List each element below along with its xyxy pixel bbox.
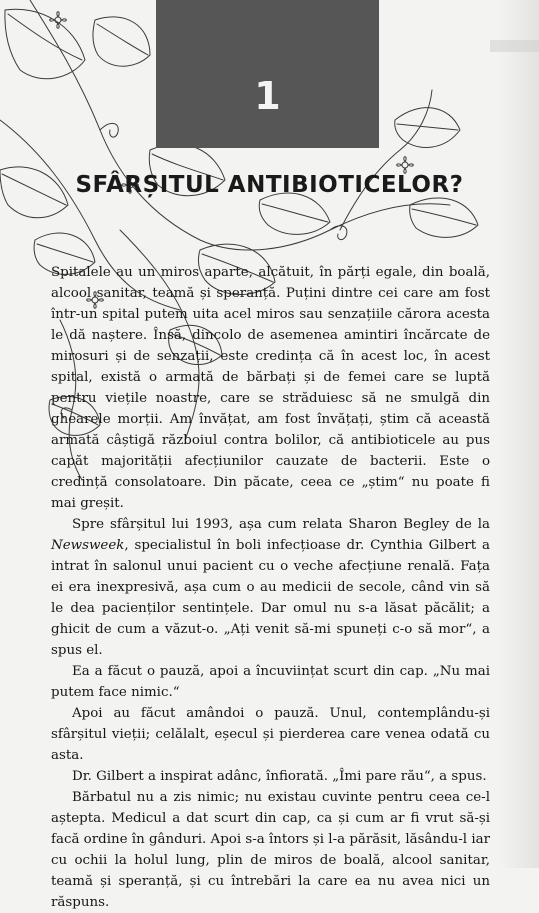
paragraph-text: , specialistul în boli infecțioase dr. Cynthia Gilbert a intrat în salonul unui pacient cu o veche afecțiune renală. Fața ei era inexpresivă, așa cum o au medicii de secole, când vin să le dea pacienților sentințele. Dar omul nu s-a lăsat păcălit; a ghicit de cum a văzut-o. „Ați venit să-mi spuneți c-o să mor“, a spus el. xyxy=(51,538,490,658)
leaf-vein xyxy=(397,124,458,130)
paragraph: Bărbatul nu a zis nimic; nu existau cuvinte pentru ceea ce-l aștepta. Medicul a dat scurt din cap, ca și cum ar fi vrut să-și facă ordine în gânduri. Apoi s-a întors și l-a părăsit, lăsându-l iar cu ochii la holul lung, plin de miros de boală, alcool sanitar, teamă și speranță, și cu întrebări la care ea nu avea nici un răspuns. xyxy=(51,790,491,910)
leaf xyxy=(5,9,85,78)
paragraph: Dr. Gilbert a inspirat adânc, înfiorată. „Îmi pare rău“, a spus. xyxy=(72,769,487,784)
leaf-vein xyxy=(262,204,328,222)
chapter-number-box xyxy=(156,0,379,148)
paragraph-text: Spre sfârșitul lui 1993, așa cum relata Sharon Begley de la xyxy=(72,517,490,532)
leaf-vein xyxy=(37,244,93,262)
leaf-vein xyxy=(97,24,148,55)
leaf-vein xyxy=(8,14,82,60)
flower xyxy=(397,157,414,174)
chapter-number: 1 xyxy=(254,74,281,118)
leaf xyxy=(395,108,460,148)
flower xyxy=(50,12,67,29)
publication-name: Newsweek xyxy=(51,538,125,553)
chapter-body xyxy=(51,262,490,913)
chapter-title: SFÂRȘITUL ANTIBIOTICELOR? xyxy=(75,172,464,198)
paragraph: Ea a făcut o pauză, apoi a încuviințat scurt din cap. „Nu mai putem face nimic.“ xyxy=(51,664,490,700)
leaf xyxy=(93,17,150,66)
tendril xyxy=(330,226,347,240)
leaf xyxy=(259,193,330,234)
leaf-vein xyxy=(412,209,476,225)
paragraph: Apoi au făcut amândoi o pauză. Unul, contemplându-și sfârșitul vieții; celălalt, eșecul și pierderea care venea odată cu asta. xyxy=(51,706,490,763)
tendril xyxy=(100,123,118,137)
paragraph xyxy=(51,514,490,661)
paragraph: Spitalele au un miros aparte, alcătuit, în părți egale, din boală, alcool sanitar, teamă și speranță. Puțini dintre cei care am fost într-un spital putem uita acel miros sau senzațiile cărora acesta le dă naștere. Însă, dincolo de asemenea amintiri încărcate de mirosuri și de senzații, este credința că în acest loc, în acest spital, există o armată de bărbați și de femei care se luptă pentru viețile noastre, care se străduiesc să ne smulgă din ghearele morții. Am învățat, am fost învățați, știm că această armată câștigă războiul contra bolilor, că antibioticele au pus capăt majorității afecțiunilor cauzate de bacterii. Este o credință consolatoare. Din păcate, ceea ce „știm“ nu poate fi mai greșit. xyxy=(51,265,490,511)
